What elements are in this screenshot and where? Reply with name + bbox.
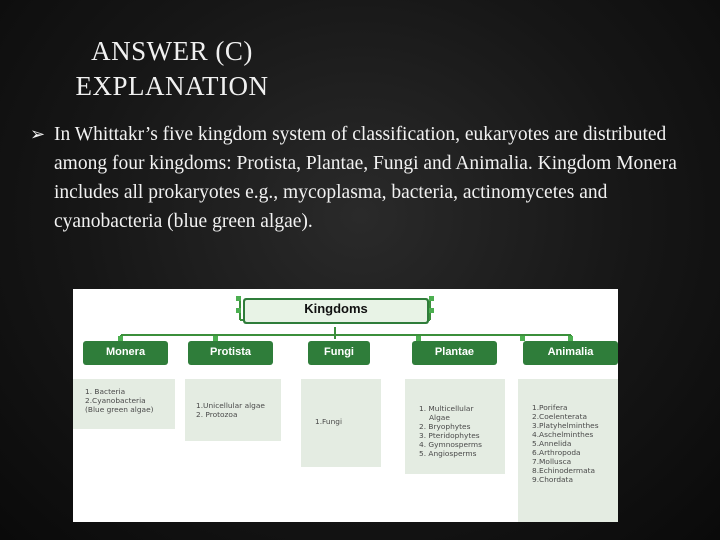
- animalia-item-8: 8.Echinodermata: [532, 466, 596, 475]
- kingdom-header-protista: Protista: [210, 346, 251, 358]
- plantae-item-1: 1. Multicellular: [419, 404, 474, 413]
- animalia-item-9: 9.Chordata: [532, 475, 573, 484]
- kingdom-box-plantae: [405, 379, 505, 474]
- protista-item-1: 1.Unicellular algae: [196, 401, 265, 410]
- title-line-1: ANSWER (C): [91, 36, 253, 66]
- bullet-text: In Whittakr’s five kingdom system of classification, eukaryotes are distributed among four kingdoms: Protista, Plantae, Fungi and Animalia. Kingdom Monera includes all prokaryotes e.g., mycoplasma, bacteria, actinomycetes and cyanobacteria (blue green algae).: [54, 124, 677, 232]
- title-line-2: EXPLANATION: [75, 71, 269, 101]
- protista-item-2: 2. Protozoa: [196, 410, 238, 419]
- kingdom-box-protista: [185, 379, 281, 441]
- kingdom-header-fungi: Fungi: [324, 346, 354, 358]
- animalia-item-2: 2.Coelenterata: [532, 412, 588, 421]
- slide-title: [42, 34, 302, 104]
- kingdom-header-animalia: Animalia: [547, 346, 594, 358]
- plantae-item-4: 3. Pteridophytes: [419, 431, 480, 440]
- kingdom-header-plantae: Plantae: [434, 346, 475, 358]
- kingdom-header-monera: Monera: [105, 346, 146, 358]
- diagram-root-label: Kingdoms: [304, 301, 368, 316]
- kingdom-box-animalia: [518, 379, 618, 522]
- arrow-bullet-icon: ➢: [30, 124, 46, 145]
- animalia-item-1: 1.Porifera: [532, 403, 568, 412]
- monera-item-2: 2.Cyanobacteria: [85, 396, 146, 405]
- monera-item-3: (Blue green algae): [85, 405, 154, 414]
- kingdom-box-fungi: [301, 379, 381, 467]
- bullet-item: [30, 120, 705, 236]
- fungi-item-1: 1.Fungi: [315, 417, 343, 426]
- plantae-item-2: Algae: [429, 413, 450, 422]
- plantae-item-6: 5. Angiosperms: [419, 449, 477, 458]
- animalia-item-7: 7.Mollusca: [532, 457, 572, 466]
- animalia-item-6: 6.Arthropoda: [532, 448, 581, 457]
- kingdom-box-monera: [73, 379, 175, 429]
- animalia-item-5: 5.Annelida: [532, 439, 572, 448]
- kingdoms-diagram: [73, 289, 618, 522]
- monera-item-1: 1. Bacteria: [85, 387, 126, 396]
- plantae-item-5: 4. Gymnosperms: [419, 440, 482, 449]
- animalia-item-3: 3.Platyhelminthes: [532, 421, 599, 430]
- plantae-item-3: 2. Bryophytes: [419, 422, 471, 431]
- animalia-item-4: 4.Aschelminthes: [532, 430, 594, 439]
